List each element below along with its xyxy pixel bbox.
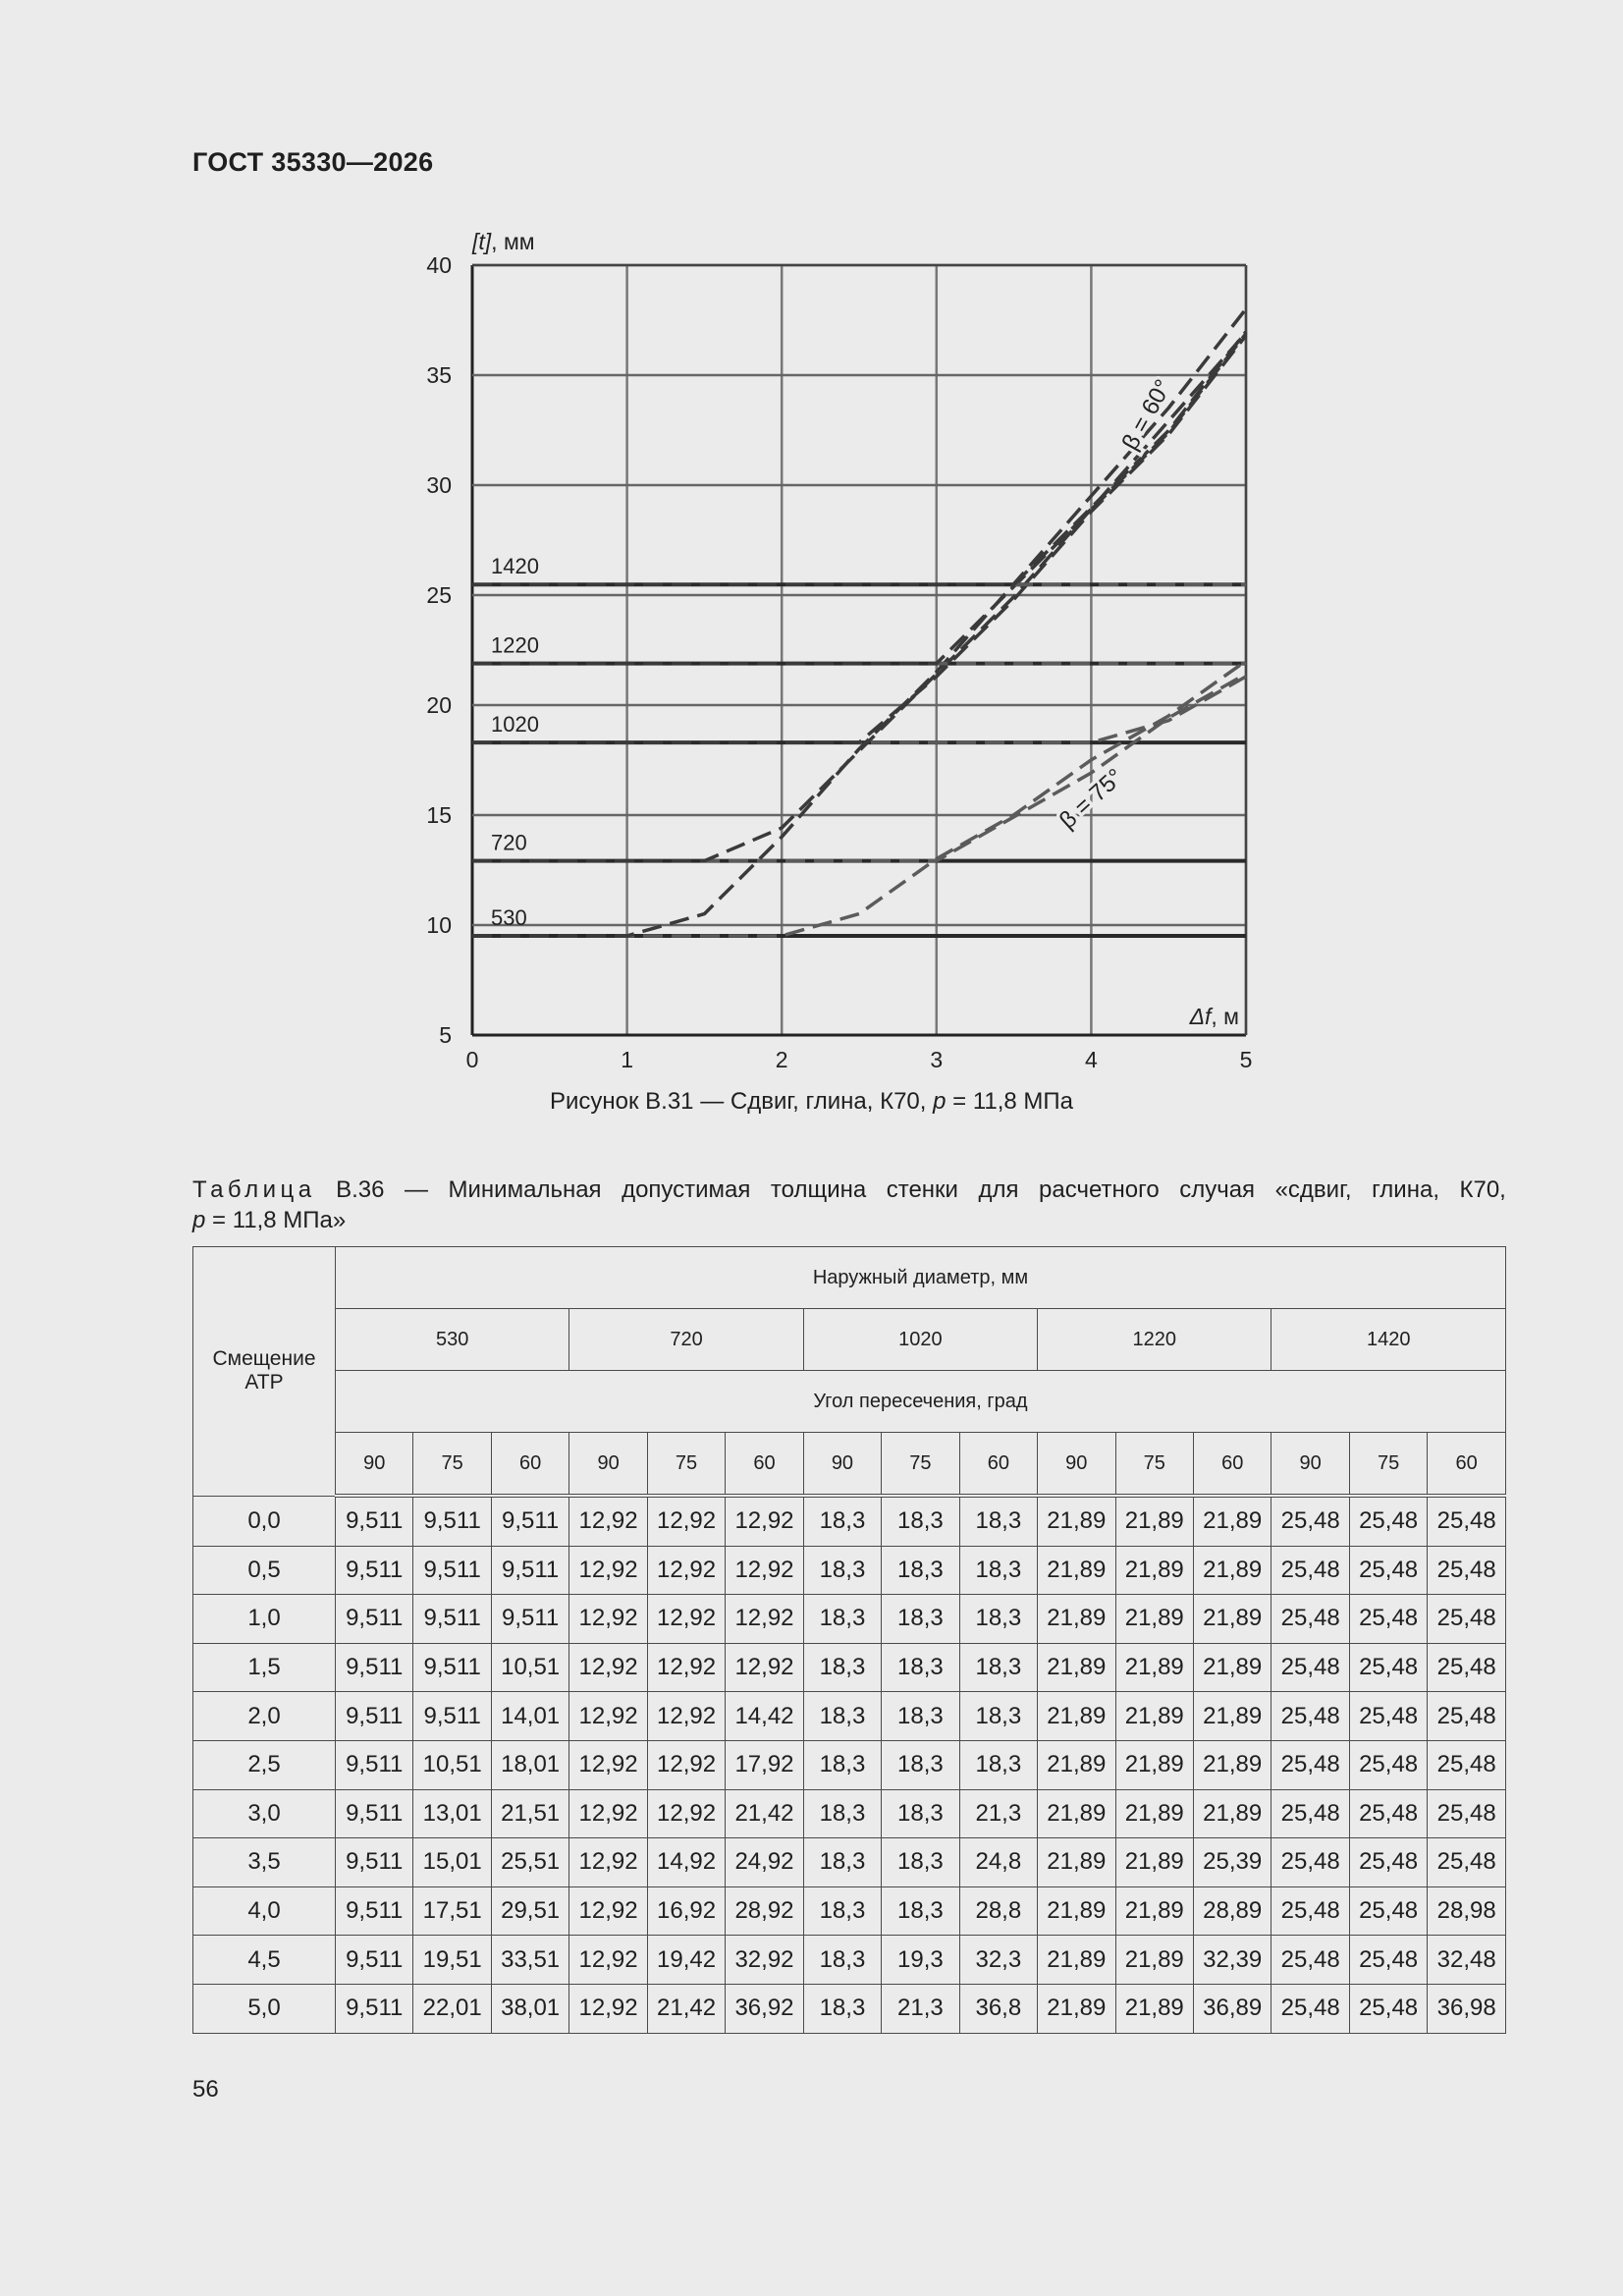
header-diameter-530: 530 (336, 1309, 569, 1371)
y-axis-label: [t], мм (472, 229, 535, 254)
table-caption-word: стенки (886, 1176, 958, 1203)
thickness-cell: 21,89 (1193, 1643, 1271, 1692)
figure-caption: Рисунок В.31 — Сдвиг, глина, К70, p = 11,8 МПа (549, 1088, 1074, 1115)
thickness-cell: 25,48 (1271, 1546, 1349, 1595)
offset-cell: 0,0 (193, 1496, 336, 1546)
table-row (193, 1496, 1506, 1546)
thickness-cell: 18,3 (882, 1496, 959, 1546)
thickness-cell: 25,48 (1428, 1838, 1506, 1887)
table-row (193, 1936, 1506, 1985)
thickness-cell: 25,48 (1428, 1496, 1506, 1546)
curve-720-75 (472, 674, 1246, 860)
thickness-cell: 12,92 (726, 1595, 803, 1644)
header-diameter-720: 720 (569, 1309, 803, 1371)
thickness-cell: 25,48 (1271, 1496, 1349, 1546)
curve-1220-60 (472, 334, 1246, 664)
thickness-cell: 12,92 (726, 1643, 803, 1692)
thickness-cell: 22,01 (413, 1984, 491, 2033)
thickness-cell: 33,51 (491, 1936, 568, 1985)
thickness-cell: 36,8 (959, 1984, 1037, 2033)
curve-1020-60 (472, 336, 1246, 742)
thickness-cell: 12,92 (569, 1936, 647, 1985)
thickness-cell: 25,48 (1349, 1546, 1427, 1595)
thickness-cell: 12,92 (647, 1546, 725, 1595)
header-diameter-1020: 1020 (803, 1309, 1037, 1371)
y-tick-label: 30 (426, 472, 452, 498)
thickness-cell: 21,89 (1115, 1692, 1193, 1741)
thickness-cell: 18,3 (803, 1936, 881, 1985)
offset-cell: 1,5 (193, 1643, 336, 1692)
x-tick-label: 0 (465, 1047, 479, 1072)
thickness-cell: 12,92 (569, 1789, 647, 1838)
thickness-cell: 21,89 (1193, 1546, 1271, 1595)
thickness-cell: 29,51 (491, 1886, 568, 1936)
thickness-cell: 32,48 (1428, 1936, 1506, 1985)
table-caption-word: «сдвиг, (1274, 1176, 1352, 1203)
thickness-cell: 28,98 (1428, 1886, 1506, 1936)
thickness-cell: 21,89 (1115, 1740, 1193, 1789)
table-caption-word: расчетного (1039, 1176, 1160, 1203)
curve-1020-75 (472, 677, 1246, 742)
header-angle-75: 75 (1115, 1433, 1193, 1497)
table-row (193, 1692, 1506, 1741)
thickness-cell: 12,92 (569, 1838, 647, 1887)
table-row (193, 1595, 1506, 1644)
thickness-cell: 18,3 (803, 1546, 881, 1595)
header-row-angle-title (193, 1371, 1506, 1433)
thickness-cell: 21,89 (1193, 1740, 1271, 1789)
thickness-cell: 36,89 (1193, 1984, 1271, 2033)
thickness-cell: 36,92 (726, 1984, 803, 2033)
thickness-cell: 12,92 (569, 1886, 647, 1936)
thickness-cell: 21,51 (491, 1789, 568, 1838)
thickness-cell: 9,511 (336, 1936, 413, 1985)
shear-thickness-chart (0, 0, 1623, 1080)
table-row (193, 1789, 1506, 1838)
thickness-cell: 18,3 (803, 1984, 881, 2033)
thickness-cell: 12,92 (569, 1595, 647, 1644)
header-angle-90: 90 (336, 1433, 413, 1497)
thickness-cell: 18,3 (803, 1692, 881, 1741)
thickness-cell: 21,89 (1038, 1595, 1115, 1644)
thickness-cell: 21,42 (726, 1789, 803, 1838)
thickness-cell: 25,48 (1271, 1692, 1349, 1741)
thickness-cell: 21,89 (1038, 1838, 1115, 1887)
thickness-cell: 18,3 (803, 1838, 881, 1887)
thickness-cell: 25,48 (1428, 1789, 1506, 1838)
thickness-cell: 18,3 (959, 1740, 1037, 1789)
thickness-cell: 21,89 (1115, 1496, 1193, 1546)
row-header-offset: Смещение АТР (193, 1247, 336, 1497)
header-angle-60: 60 (1193, 1433, 1271, 1497)
thickness-cell: 9,511 (336, 1838, 413, 1887)
thickness-cell: 25,48 (1349, 1984, 1427, 2033)
curve-530-75 (472, 661, 1246, 936)
thickness-cell: 25,48 (1271, 1643, 1349, 1692)
thickness-cell: 25,48 (1349, 1692, 1427, 1741)
thickness-cell: 21,89 (1038, 1984, 1115, 2033)
thickness-cell: 9,511 (413, 1692, 491, 1741)
thickness-cell: 21,89 (1115, 1936, 1193, 1985)
thickness-cell: 21,89 (1115, 1546, 1193, 1595)
thickness-cell: 25,48 (1349, 1838, 1427, 1887)
chart-curves (472, 309, 1246, 936)
y-tick-label: 25 (426, 582, 452, 608)
header-angle-75: 75 (882, 1433, 959, 1497)
thickness-cell: 21,89 (1193, 1789, 1271, 1838)
thickness-cell: 25,48 (1349, 1643, 1427, 1692)
thickness-cell: 9,511 (336, 1984, 413, 2033)
header-angle-60: 60 (491, 1433, 568, 1497)
header-diameter-1220: 1220 (1038, 1309, 1271, 1371)
thickness-cell: 18,3 (882, 1692, 959, 1741)
thickness-cell: 16,92 (647, 1886, 725, 1936)
reference-label-1420: 1420 (491, 554, 539, 579)
thickness-cell: 25,48 (1271, 1936, 1349, 1985)
thickness-cell: 12,92 (569, 1546, 647, 1595)
thickness-cell: 12,92 (647, 1789, 725, 1838)
thickness-cell: 21,89 (1115, 1984, 1193, 2033)
table-caption-word: толщина (770, 1176, 867, 1203)
thickness-cell: 9,511 (491, 1496, 568, 1546)
thickness-cell: 25,48 (1271, 1595, 1349, 1644)
header-angle-60: 60 (726, 1433, 803, 1497)
table-caption-lead: Таблица (192, 1176, 316, 1203)
thickness-cell: 18,3 (882, 1838, 959, 1887)
thickness-cell: 21,89 (1115, 1789, 1193, 1838)
x-tick-label: 3 (930, 1047, 944, 1072)
thickness-cell: 18,3 (882, 1643, 959, 1692)
thickness-cell: 25,48 (1428, 1740, 1506, 1789)
thickness-cell: 12,92 (647, 1692, 725, 1741)
thickness-cell: 19,42 (647, 1936, 725, 1985)
reference-label-1020: 1020 (491, 712, 539, 738)
thickness-cell: 25,48 (1271, 1886, 1349, 1936)
thickness-cell: 12,92 (647, 1595, 725, 1644)
thickness-cell: 21,89 (1038, 1643, 1115, 1692)
table-caption-word: для (978, 1176, 1019, 1203)
table-caption-line2: p = 11,8 МПа» (192, 1207, 347, 1233)
page-number: 56 (192, 2076, 219, 2103)
header-diameter-1420: 1420 (1271, 1309, 1506, 1371)
header-angle-90: 90 (1038, 1433, 1115, 1497)
thickness-cell: 17,92 (726, 1740, 803, 1789)
curve-1420-60 (472, 332, 1246, 585)
thickness-cell: 12,92 (647, 1496, 725, 1546)
header-row-angles (193, 1433, 1506, 1497)
offset-cell: 0,5 (193, 1546, 336, 1595)
table-caption (192, 1175, 1506, 1235)
thickness-cell: 21,89 (1038, 1740, 1115, 1789)
thickness-cell: 9,511 (336, 1496, 413, 1546)
table-row (193, 1886, 1506, 1936)
thickness-cell: 18,3 (803, 1740, 881, 1789)
thickness-cell: 18,3 (959, 1595, 1037, 1644)
x-tick-label: 4 (1085, 1047, 1098, 1072)
offset-cell: 3,5 (193, 1838, 336, 1887)
thickness-cell: 12,92 (569, 1692, 647, 1741)
thickness-cell: 21,89 (1038, 1692, 1115, 1741)
thickness-cell: 18,3 (803, 1643, 881, 1692)
thickness-cell: 19,3 (882, 1936, 959, 1985)
chart-labels (471, 229, 1239, 1029)
table-caption-line1 (192, 1175, 1506, 1205)
thickness-cell: 25,48 (1349, 1595, 1427, 1644)
curve-720-60 (472, 333, 1246, 861)
thickness-cell: 12,92 (569, 1496, 647, 1546)
x-axis-label: Δf, м (1189, 1004, 1239, 1029)
header-row-group (193, 1247, 1506, 1309)
thickness-cell: 25,48 (1271, 1838, 1349, 1887)
thickness-cell: 12,92 (647, 1643, 725, 1692)
thickness-cell: 21,89 (1193, 1496, 1271, 1546)
offset-cell: 2,0 (193, 1692, 336, 1741)
thickness-cell: 28,89 (1193, 1886, 1271, 1936)
thickness-cell: 21,3 (882, 1984, 959, 2033)
thickness-cell: 25,48 (1428, 1546, 1506, 1595)
y-tick-label: 15 (426, 802, 452, 828)
table-caption-word: Минимальная (448, 1176, 602, 1203)
thickness-cell: 24,8 (959, 1838, 1037, 1887)
y-tick-label: 20 (426, 692, 452, 718)
thickness-cell: 14,01 (491, 1692, 568, 1741)
header-row-diameters (193, 1309, 1506, 1371)
thickness-cell: 32,39 (1193, 1936, 1271, 1985)
thickness-cell: 18,3 (882, 1740, 959, 1789)
table-caption-word: случая (1179, 1176, 1256, 1203)
thickness-cell: 10,51 (491, 1643, 568, 1692)
thickness-cell: 9,511 (413, 1643, 491, 1692)
y-tick-label: 40 (426, 252, 452, 278)
thickness-cell: 21,89 (1115, 1838, 1193, 1887)
thickness-cell: 12,92 (569, 1643, 647, 1692)
thickness-cell: 19,51 (413, 1936, 491, 1985)
table-row (193, 1643, 1506, 1692)
thickness-cell: 10,51 (413, 1740, 491, 1789)
thickness-cell: 36,98 (1428, 1984, 1506, 2033)
header-angle-90: 90 (803, 1433, 881, 1497)
thickness-cell: 14,42 (726, 1692, 803, 1741)
header-outer-diameter: Наружный диаметр, мм (336, 1247, 1506, 1309)
thickness-cell: 21,89 (1193, 1595, 1271, 1644)
thickness-cell: 21,42 (647, 1984, 725, 2033)
thickness-cell: 25,48 (1428, 1692, 1506, 1741)
thickness-cell: 25,48 (1428, 1643, 1506, 1692)
thickness-cell: 17,51 (413, 1886, 491, 1936)
thickness-cell: 9,511 (336, 1789, 413, 1838)
thickness-cell: 25,48 (1271, 1984, 1349, 2033)
thickness-cell: 12,92 (726, 1546, 803, 1595)
thickness-cell: 21,89 (1115, 1595, 1193, 1644)
thickness-cell: 12,92 (569, 1740, 647, 1789)
reference-label-720: 720 (491, 830, 527, 855)
table-caption-word: — (405, 1176, 429, 1203)
header-angle-75: 75 (413, 1433, 491, 1497)
thickness-cell: 18,01 (491, 1740, 568, 1789)
thickness-cell: 13,01 (413, 1789, 491, 1838)
thickness-cell: 32,3 (959, 1936, 1037, 1985)
header-angle-60: 60 (1428, 1433, 1506, 1497)
thickness-cell: 9,511 (336, 1643, 413, 1692)
thickness-cell: 12,92 (647, 1740, 725, 1789)
offset-cell: 4,5 (193, 1936, 336, 1985)
offset-cell: 1,0 (193, 1595, 336, 1644)
thickness-cell: 21,89 (1038, 1496, 1115, 1546)
thickness-cell: 18,3 (959, 1643, 1037, 1692)
thickness-cell: 18,3 (803, 1789, 881, 1838)
thickness-cell: 21,89 (1115, 1643, 1193, 1692)
thickness-cell: 25,48 (1349, 1789, 1427, 1838)
table-row (193, 1838, 1506, 1887)
table-caption-word: В.36 (336, 1176, 385, 1203)
thickness-cell: 15,01 (413, 1838, 491, 1887)
offset-cell: 3,0 (193, 1789, 336, 1838)
thickness-cell: 21,89 (1038, 1936, 1115, 1985)
table-row (193, 1984, 1506, 2033)
thickness-cell: 9,511 (336, 1595, 413, 1644)
reference-label-1220: 1220 (491, 632, 539, 658)
thickness-cell: 9,511 (491, 1595, 568, 1644)
thickness-cell: 18,3 (882, 1595, 959, 1644)
header-angle-75: 75 (647, 1433, 725, 1497)
thickness-cell: 25,48 (1349, 1740, 1427, 1789)
thickness-cell: 9,511 (336, 1692, 413, 1741)
thickness-cell: 21,89 (1038, 1789, 1115, 1838)
thickness-cell: 32,92 (726, 1936, 803, 1985)
thickness-cell: 18,3 (803, 1496, 881, 1546)
thickness-cell: 25,48 (1428, 1595, 1506, 1644)
y-tick-label: 35 (426, 362, 452, 388)
thickness-cell: 21,89 (1038, 1546, 1115, 1595)
document-code: ГОСТ 35330—2026 (192, 147, 434, 177)
table-row (193, 1546, 1506, 1595)
thickness-cell: 9,511 (413, 1595, 491, 1644)
thickness-cell: 38,01 (491, 1984, 568, 2033)
thickness-cell: 12,92 (726, 1496, 803, 1546)
chart-grid (472, 265, 1246, 1035)
thickness-cell: 18,3 (882, 1789, 959, 1838)
curve-label-beta-60: β = 60° (1116, 375, 1177, 455)
thickness-cell: 18,3 (959, 1546, 1037, 1595)
thickness-cell: 25,48 (1349, 1936, 1427, 1985)
thickness-cell: 9,511 (336, 1740, 413, 1789)
thickness-cell: 14,92 (647, 1838, 725, 1887)
x-tick-label: 2 (775, 1047, 788, 1072)
thickness-cell: 21,3 (959, 1789, 1037, 1838)
thickness-cell: 9,511 (336, 1886, 413, 1936)
thickness-cell: 25,51 (491, 1838, 568, 1887)
thickness-cell: 9,511 (336, 1546, 413, 1595)
thickness-cell: 18,3 (959, 1496, 1037, 1546)
thickness-cell: 18,3 (882, 1886, 959, 1936)
thickness-cell: 25,48 (1271, 1740, 1349, 1789)
thickness-cell: 18,3 (882, 1546, 959, 1595)
x-tick-label: 1 (621, 1047, 633, 1072)
offset-cell: 2,5 (193, 1740, 336, 1789)
thickness-cell: 24,92 (726, 1838, 803, 1887)
offset-cell: 4,0 (193, 1886, 336, 1936)
y-tick-label: 5 (439, 1022, 452, 1048)
x-tick-label: 5 (1239, 1047, 1253, 1072)
min-wall-thickness-table (192, 1246, 1506, 2034)
curve-label-beta-75: β = 75° (1054, 763, 1129, 835)
thickness-cell: 25,48 (1349, 1886, 1427, 1936)
header-angle-90: 90 (1271, 1433, 1349, 1497)
thickness-cell: 21,89 (1115, 1886, 1193, 1936)
thickness-cell: 9,511 (413, 1496, 491, 1546)
thickness-cell: 25,48 (1271, 1789, 1349, 1838)
table-caption-word: глина, (1372, 1176, 1439, 1203)
thickness-cell: 18,3 (803, 1886, 881, 1936)
thickness-cell: 18,3 (959, 1692, 1037, 1741)
header-angle-75: 75 (1349, 1433, 1427, 1497)
table-caption-word: допустимая (622, 1176, 751, 1203)
offset-cell: 5,0 (193, 1984, 336, 2033)
thickness-cell: 28,8 (959, 1886, 1037, 1936)
thickness-cell: 12,92 (569, 1984, 647, 2033)
table-caption-word: К70, (1459, 1176, 1506, 1203)
header-angle-60: 60 (959, 1433, 1037, 1497)
thickness-cell: 9,511 (491, 1546, 568, 1595)
thickness-cell: 28,92 (726, 1886, 803, 1936)
curve-530-60 (472, 309, 1246, 936)
header-angle-90: 90 (569, 1433, 647, 1497)
thickness-cell: 9,511 (413, 1546, 491, 1595)
thickness-cell: 21,89 (1193, 1692, 1271, 1741)
thickness-cell: 25,48 (1349, 1496, 1427, 1546)
table-row (193, 1740, 1506, 1789)
thickness-cell: 21,89 (1038, 1886, 1115, 1936)
reference-label-530: 530 (491, 904, 527, 930)
thickness-cell: 18,3 (803, 1595, 881, 1644)
thickness-cell: 25,39 (1193, 1838, 1271, 1887)
y-tick-label: 10 (426, 912, 452, 938)
header-intersection-angle: Угол пересечения, град (336, 1371, 1506, 1433)
